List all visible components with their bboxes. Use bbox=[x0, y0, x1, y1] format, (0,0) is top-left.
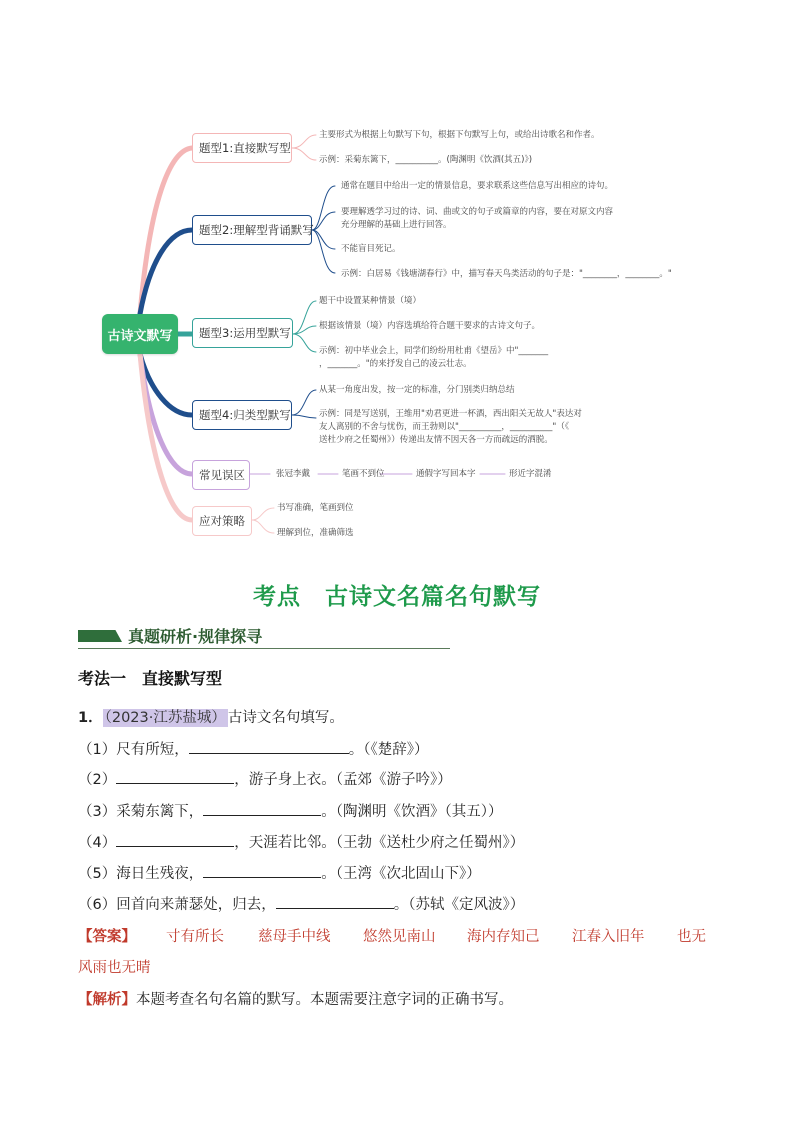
answer-item-5: 江春入旧年 bbox=[572, 929, 645, 945]
leaf-4-4: 送杜少府之任蜀州》）传递出友情不因天各一方而疏远的洒脱。 bbox=[319, 435, 553, 445]
leaf-3-3: 示例：初中毕业会上，同学们纷纷用杜甫《望岳》中"_______ bbox=[319, 346, 549, 356]
branch-type-1: 题型1:直接默写型 bbox=[192, 133, 292, 163]
section-stripe bbox=[78, 630, 122, 642]
question-item-1: （1）尺有所短， 。（《楚辞》） bbox=[78, 738, 428, 759]
answer-item-wrap: 风雨也无晴 bbox=[78, 960, 151, 976]
leaf-2-1: 通常在题目中给出一定的情景信息，要求联系这些信息写出相应的诗句。 bbox=[341, 181, 614, 191]
leaf-4-1: 从某一角度出发，按一定的标准，分门别类归纳总结 bbox=[319, 385, 515, 395]
question-number: 1． bbox=[78, 710, 103, 726]
answer-blank[interactable] bbox=[116, 769, 234, 784]
method-title: 考法一 直接默写型 bbox=[78, 669, 223, 688]
answer-item-3: 悠然见南山 bbox=[363, 929, 436, 945]
leaf-2-4: 不能盲目死记。 bbox=[341, 244, 401, 254]
explanation-line bbox=[78, 988, 513, 1009]
branch-type-4: 题型4:归类型默写 bbox=[192, 400, 292, 430]
leaf-5-2: 笔画不到位 bbox=[342, 469, 385, 479]
answer-item-4: 海内存知己 bbox=[467, 929, 540, 945]
leaf-4-2: 示例：同是写送别，王维用"劝君更进一杯酒，西出阳关无故人"表达对 bbox=[319, 409, 582, 419]
branch-strategies: 应对策略 bbox=[192, 506, 252, 536]
question-item-6: （6）回首向来萧瑟处，归去， 。（苏轼《定风波》） bbox=[78, 893, 524, 914]
leaf-5-1: 张冠李戴 bbox=[276, 469, 311, 479]
leaf-3-4: ，_______。"的来抒发自己的凌云壮志。 bbox=[319, 359, 472, 369]
question-item-2: （2） ，游子身上衣。（孟郊《游子吟》） bbox=[78, 768, 452, 789]
explanation-label: 【解析】 bbox=[78, 992, 136, 1008]
leaf-6-1: 书写准确，笔画到位 bbox=[277, 503, 354, 513]
branch-type-2: 题型2:理解型背诵默写 bbox=[192, 215, 312, 245]
leaf-5-4: 形近字混淆 bbox=[509, 469, 552, 479]
leaf-1-1: 主要形式为根据上句默写下句，根据下句默写上句，或给出诗歌名和作者。 bbox=[319, 130, 600, 140]
answer-blank[interactable] bbox=[203, 863, 321, 878]
answer-blank[interactable] bbox=[203, 801, 321, 816]
section-label: 真题研析·规律探寻 bbox=[128, 627, 263, 646]
question-item-3: （3）采菊东篱下， 。（陶渊明《饮酒》（其五）） bbox=[78, 800, 502, 821]
question-source: （2023·江苏盐城） bbox=[104, 710, 226, 726]
section-divider bbox=[78, 648, 450, 649]
leaf-1-2: 示例：采菊东篱下，__________。(陶渊明《饮酒(其五)》) bbox=[319, 155, 533, 165]
branch-type-3: 题型3:运用型默写 bbox=[192, 318, 293, 348]
answer-blank[interactable] bbox=[116, 832, 234, 847]
leaf-2-5: 示例：白居易《钱塘湖春行》中，描写春天鸟类活动的句子是："________，________。" bbox=[341, 269, 672, 279]
answer-line bbox=[78, 925, 136, 946]
branch-common-mistakes: 常见误区 bbox=[192, 460, 250, 490]
leaf-4-3: 友人离别的不舍与忧伤，而王勃则以"__________，__________"（《 bbox=[319, 422, 570, 432]
question-item-4: （4） ，天涯若比邻。（王勃《送杜少府之任蜀州》） bbox=[78, 831, 524, 852]
answer-item-6: 也无 bbox=[677, 929, 706, 945]
answer-item-2: 慈母手中线 bbox=[258, 929, 331, 945]
mindmap-connectors bbox=[0, 0, 794, 560]
section-header bbox=[78, 624, 450, 651]
page-title: 考点 古诗文名篇名句默写 bbox=[253, 584, 541, 610]
answer-item-1: 寸有所长 bbox=[166, 929, 224, 945]
question-item-5: （5）海日生残夜， 。（王湾《次北固山下》） bbox=[78, 862, 481, 883]
answer-blank[interactable] bbox=[276, 894, 394, 909]
leaf-5-3: 通假字写回本字 bbox=[416, 469, 476, 479]
question-text: 古诗文名句填写。 bbox=[227, 710, 344, 726]
question-stem bbox=[78, 706, 344, 727]
leaf-3-1: 题干中设置某种情景（境） bbox=[319, 296, 422, 306]
leaf-6-2: 理解到位，准确筛选 bbox=[277, 528, 354, 538]
leaf-2-3: 充分理解的基础上进行回答。 bbox=[341, 220, 452, 230]
leaf-3-2: 根据该情景（境）内容选填给符合题干要求的古诗文句子。 bbox=[319, 321, 541, 331]
explanation-text: 本题考查名句名篇的默写。本题需要注意字词的正确书写。 bbox=[136, 992, 513, 1008]
mindmap-root: 古诗文默写 bbox=[102, 314, 178, 354]
leaf-2-2: 要理解透学习过的诗、词、曲或文的句子或篇章的内容，要在对原文内容 bbox=[341, 207, 614, 217]
answer-blank[interactable] bbox=[189, 739, 349, 754]
answer-label: 【答案】 bbox=[78, 929, 136, 945]
